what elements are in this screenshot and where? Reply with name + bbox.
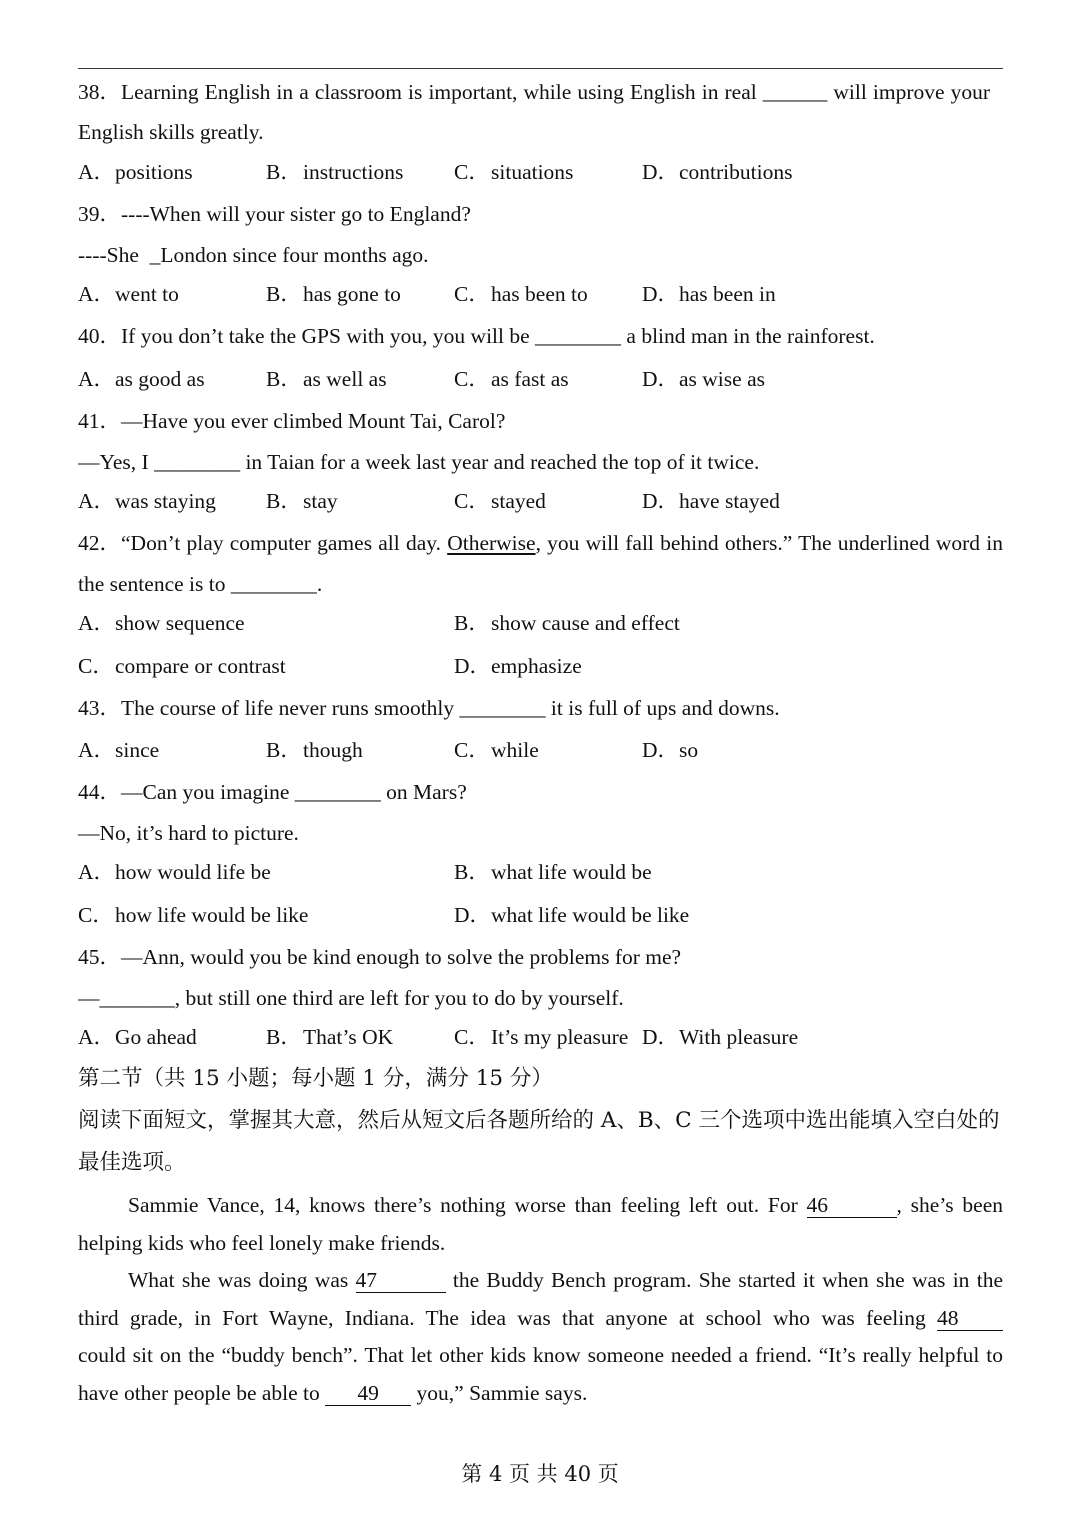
option-text: With pleasure (679, 1025, 799, 1049)
question-41-options (78, 486, 1003, 516)
passage-line-5 (78, 1340, 1003, 1370)
option-c (454, 735, 539, 765)
question-number: 44． (78, 780, 122, 804)
question-42-stem-line-2 (78, 569, 1003, 599)
question-stem-text: English skills greatly. (78, 120, 264, 144)
question-number: 42． (78, 531, 122, 555)
option-c (454, 1022, 628, 1052)
option-letter: A． (78, 611, 116, 635)
blank-49: 49 (325, 1381, 411, 1406)
question-38-stem-line-1 (78, 77, 990, 107)
option-b (266, 279, 401, 309)
option-letter: D． (454, 903, 492, 927)
passage-line-6 (78, 1378, 1003, 1408)
option-b (266, 157, 403, 187)
option-c (78, 651, 286, 681)
option-text: went to (115, 282, 179, 306)
passage-text: , she’s been (896, 1193, 1003, 1217)
option-a (78, 608, 245, 638)
option-letter: A． (78, 738, 116, 762)
passage-text: helping kids who feel lonely make friends. (78, 1231, 446, 1255)
option-letter: C． (454, 489, 490, 513)
option-text: positions (115, 160, 193, 184)
option-text: as fast as (491, 367, 569, 391)
option-d (642, 486, 780, 516)
option-text: was staying (115, 489, 216, 513)
option-letter: A． (78, 282, 116, 306)
question-43-options (78, 735, 1003, 765)
option-letter: B． (454, 860, 490, 884)
question-number: 39． (78, 202, 122, 226)
option-c (78, 900, 308, 930)
option-a (78, 857, 271, 887)
section-2-title: 第二节（共 15 小题；每小题 1 分，满分 15 分） (78, 1066, 553, 1091)
option-letter: B． (454, 611, 490, 635)
question-number: 43． (78, 696, 122, 720)
question-44-stem-line-2 (78, 818, 1003, 848)
option-letter: D． (642, 160, 680, 184)
question-stem-text: —Yes, I ________ in Taian for a week last year and reached the top of it twice. (78, 450, 760, 474)
option-d (642, 157, 792, 187)
question-42-options-row-2 (78, 651, 1003, 681)
question-stem-text: the sentence is to ________. (78, 572, 323, 596)
question-43-stem-line-1 (78, 693, 1003, 723)
option-letter: C． (454, 738, 490, 762)
option-letter: D． (642, 738, 680, 762)
option-text: That’s OK (303, 1025, 394, 1049)
question-stem-text: , you will fall behind others.” The underlined word in (535, 531, 1003, 555)
option-d (454, 651, 582, 681)
option-a (78, 486, 216, 516)
option-letter: C． (454, 160, 490, 184)
option-text: stay (303, 489, 338, 513)
option-letter: A． (78, 1025, 116, 1049)
passage-text: you,” Sammie says. (416, 1381, 588, 1405)
passage-text: have other people be able to (78, 1381, 320, 1405)
section-2-instructions-line-2: 最佳选项。 (78, 1150, 186, 1175)
option-d (454, 900, 689, 930)
option-text: stayed (491, 489, 546, 513)
passage-line-2 (78, 1228, 1003, 1258)
option-letter: B． (266, 738, 302, 762)
passage-line-3 (128, 1265, 1003, 1295)
option-text: instructions (303, 160, 404, 184)
passage-text: Sammie Vance, 14, knows there’s nothing worse than feeling left out. For (128, 1193, 798, 1217)
question-stem-text: Learning English in a classroom is important, while using English in real ______ will improve your (121, 80, 990, 104)
question-45-options (78, 1022, 1003, 1052)
question-44-options-row-2 (78, 900, 1003, 930)
passage-text: What she was doing was (128, 1268, 349, 1292)
option-c (454, 486, 546, 516)
option-text: since (115, 738, 160, 762)
option-d (642, 279, 776, 309)
question-44-options-row-1 (78, 857, 1003, 887)
option-letter: D． (454, 654, 492, 678)
option-text: Go ahead (115, 1025, 197, 1049)
question-39-options (78, 279, 1003, 309)
question-42-stem-line-1 (78, 528, 1003, 558)
option-letter: A． (78, 160, 116, 184)
option-a (78, 279, 179, 309)
page-footer: 第 4 页 共 40 页 (461, 1462, 619, 1486)
option-letter: B． (266, 160, 302, 184)
option-d (642, 364, 765, 394)
passage-line-1 (128, 1190, 1003, 1220)
option-letter: D． (642, 489, 680, 513)
question-stem-text: If you don’t take the GPS with you, you will be ________ a blind man in the rainforest. (121, 324, 875, 348)
question-number: 38． (78, 80, 122, 104)
question-stem-text: ----She _London since four months ago. (78, 243, 429, 267)
question-number: 40． (78, 324, 122, 348)
option-b (266, 486, 338, 516)
option-letter: C． (454, 1025, 490, 1049)
question-41-stem-line-2 (78, 447, 1003, 477)
option-b (266, 1022, 393, 1052)
option-a (78, 157, 193, 187)
option-text: show sequence (115, 611, 245, 635)
question-42-options-row-1 (78, 608, 1003, 638)
option-text: while (491, 738, 539, 762)
option-b (454, 608, 680, 638)
blank-47: 47 (356, 1268, 446, 1293)
option-letter: D． (642, 282, 680, 306)
option-letter: A． (78, 860, 116, 884)
question-40-stem-line-1 (78, 321, 1003, 351)
option-text: emphasize (491, 654, 582, 678)
question-39-stem-line-2 (78, 240, 1003, 270)
option-b (454, 857, 652, 887)
option-b (266, 364, 387, 394)
passage-text: third grade, in Fort Wayne, Indiana. The idea was that anyone at school who was feeling (78, 1306, 926, 1330)
option-letter: C． (454, 367, 490, 391)
option-c (454, 279, 588, 309)
blank-48: 48 (937, 1306, 1003, 1331)
option-text: has been in (679, 282, 776, 306)
option-letter: D． (642, 367, 680, 391)
option-letter: B． (266, 1025, 302, 1049)
question-stem-text: ----When will your sister go to England? (121, 202, 471, 226)
option-text: as good as (115, 367, 205, 391)
passage-text: could sit on the “buddy bench”. That let other kids know someone needed a friend. “It’s really helpful to (78, 1343, 1003, 1367)
question-45-stem-line-2 (78, 983, 1003, 1013)
option-a (78, 1022, 197, 1052)
option-b (266, 735, 363, 765)
option-d (642, 1022, 798, 1052)
question-stem-text: —No, it’s hard to picture. (78, 821, 299, 845)
option-text: contributions (679, 160, 793, 184)
option-a (78, 364, 205, 394)
option-c (454, 157, 573, 187)
option-text: how life would be like (115, 903, 309, 927)
option-text: has been to (491, 282, 588, 306)
option-text: what life would be like (491, 903, 690, 927)
option-letter: D． (642, 1025, 680, 1049)
question-stem-text: The course of life never runs smoothly ________ it is full of ups and downs. (121, 696, 780, 720)
option-text: so (679, 738, 699, 762)
option-text: what life would be (491, 860, 652, 884)
option-letter: C． (78, 654, 114, 678)
option-letter: B． (266, 282, 302, 306)
option-text: though (303, 738, 363, 762)
question-38-stem-line-2 (78, 117, 1003, 147)
passage-line-4 (78, 1303, 1003, 1333)
option-text: have stayed (679, 489, 780, 513)
option-a (78, 735, 159, 765)
option-letter: A． (78, 367, 116, 391)
option-text: has gone to (303, 282, 401, 306)
question-stem-text: —Have you ever climbed Mount Tai, Carol? (121, 409, 506, 433)
question-stem-text: “Don’t play computer games all day. (121, 531, 448, 555)
option-letter: A． (78, 489, 116, 513)
option-text: It’s my pleasure (491, 1025, 629, 1049)
option-letter: C． (454, 282, 490, 306)
option-letter: C． (78, 903, 114, 927)
question-40-options (78, 364, 1003, 394)
question-38-options (78, 157, 1003, 187)
question-45-stem-line-1 (78, 942, 1003, 972)
blank-46: 46 (807, 1193, 897, 1218)
option-text: situations (491, 160, 574, 184)
passage-text: the Buddy Bench program. She started it when she was in the (452, 1268, 1003, 1292)
option-d (642, 735, 698, 765)
option-text: as well as (303, 367, 387, 391)
option-text: compare or contrast (115, 654, 286, 678)
option-letter: B． (266, 489, 302, 513)
section-2-instructions-line-1: 阅读下面短文，掌握其大意，然后从短文后各题所给的 A、B、C 三个选项中选出能填入空白处的 (78, 1108, 1000, 1133)
question-stem-text: —Ann, would you be kind enough to solve the problems for me? (121, 945, 682, 969)
question-number: 41． (78, 409, 122, 433)
question-stem-text: —_______, but still one third are left for you to do by yourself. (78, 986, 624, 1010)
question-number: 45． (78, 945, 122, 969)
option-text: how would life be (115, 860, 271, 884)
underlined-word: Otherwise (447, 531, 536, 555)
option-c (454, 364, 569, 394)
question-stem-text: —Can you imagine ________ on Mars? (121, 780, 467, 804)
option-letter: B． (266, 367, 302, 391)
option-text: show cause and effect (491, 611, 680, 635)
question-44-stem-line-1 (78, 777, 1003, 807)
option-text: as wise as (679, 367, 765, 391)
header-rule (78, 68, 1003, 69)
question-41-stem-line-1 (78, 406, 1003, 436)
question-39-stem-line-1 (78, 199, 1003, 229)
